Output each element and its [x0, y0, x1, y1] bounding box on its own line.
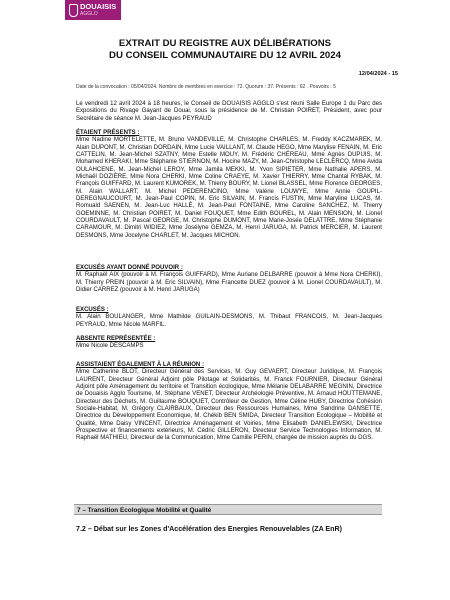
logo-sub: AGGLO	[80, 11, 98, 17]
logo-mark-icon	[69, 4, 78, 17]
present-list: Mme Nadine MORTELETTE, M. Bruno VANDEVILLE, M. Christophe CHARLES, M. Freddy KACZMAREK, M. Alain DUPONT, M. Christian DORDAIN, Mme Lucie VAILLANT, M. Claude HEGO, Mme Marylise FENAIN, M. Eric CATTELIN, M. Jean-Michel SZATNY, Mme Estelle MOUY, M. Frédéric CHÉREAU, Mme Agnès DUPUIS, M. Mohamed KHERAKI, Mme Stéphanie STIERNON, M. Hocine MAZY, M. Jean-Christophe LECLERCQ, Mme Avida OULAHCENE, M. Jean-Michel LEROY, Mme Jamila MEKKI, M. Yvon SIPIETER, Mme Nathalie APERS, M. Michaël DOZIÈRE, Mme Nora CHERKI, Mme Coline CRAEYE, M. Xavier THIERRY, Mme Chantal RYBAK, M. François GUIFFARD, M. Laurent KUMOREK, M. Thierry BOURY, M. Lionel BLASSEL, Mme Florence GEORGES, M. Alain WALLART, M. Michel PEDERENCINO, Mme Valérie LOUWYE, Mme Annie GOUPIL-DEREGNAUCOURT, M. Jean-Paul COPIN, M. Eric SILVAIN, M. Francis FUSTIN, Mme Maryline LUCAS, M. Romuald SAENEN, M. Jean-Luc HALLÉ, M. Jean-Paul FONTAINE, Mme Caroline SANCHEZ, M. Thierry GOEMINNE, M. Christian POIRET, M. Daniel FOUQUET, Mme Edith BOUREL, M. Alain MENSION, M. Lionel COURDAVAULT, M. Pascal GEORGE, M. Christophe DUMONT, Mme Marie-Josée DELATTRE, Mme Stéphanie CARAMOUR, M. Dimitri WIDIEZ, Mme Josélyne GEMZA, M. Henri JARUGA, M. Patrick MERCIER, M. Laurent DESMONS, Mme Jocelyne CHARLET, M. Jacques MICHON.	[76, 137, 382, 239]
deliberation-reference: 12/04/2024 - 15	[358, 71, 398, 77]
proxy-section	[76, 265, 382, 294]
assist-section	[76, 362, 382, 443]
absent-list: Mme Nicole DESCAMPS	[76, 343, 144, 350]
assist-list: Mme Catherine BLOT, Directeur Général des Services, M. Guy GEVAERT, Directeur Juridique, M. François LAURENT, Directeur Général Adjoint pôle Pilotage et Solidarités, M. Franck FOURNIER, Directeur Général Adjoint pôle Aménagement du territoire et Transition écologique, Mme Mélanie DELABARRE MEGNIN, Directrice de Douaisis Agglo Tourisme, M. Stéphane VENET, Directeur Archéologie Préventive, M. Arnaud HOUTTEMANE, Directeur des Déchets, M. Guillaume BOUQUET, Contrôleur de Gestion, Mme Céline HUBY, Directrice Cohésion Sociale-Habitat, M. Grégory CLAIRBAUX, Directeur des Ressources Humaines, Mme Sandrine DANSETTE, Directrice du Développement Economique, M. Chékib BEN SMIDA, Directeur Transition Ecologique – Mobilité et Qualité, Mme Daisy VINCENT, Directrice Aménagement et Voiries, Mme Elisabeth DANIELEWSKI, Directrice Prospective et financements extérieurs, M. Cédric GILLERON, Directeur Service Technologies Information, M. Raphaël MATHIEU, Directeur de la Communication, Mme Camille PERIN, chargée de mission auprès du DGS.	[76, 369, 382, 442]
assist-heading: ASSISTAIENT ÉGALEMENT À LA RÉUNION :	[76, 362, 204, 368]
absent-section	[76, 336, 382, 351]
absent-heading: ABSENTE REPRÉSENTÉE :	[76, 336, 156, 342]
title-line-1: EXTRAIT DU REGISTRE AUX DÉLIBÉRATIONS	[118, 38, 332, 49]
subsection-title: 7.2 – Débat sur les Zones d'Accélération des Energies Renouvelables (ZA EnR)	[76, 525, 342, 533]
convocation-meta: Date de la convocation : 05/04/2024. Nombre de membres en exercice : 72. Quorum : 37. Présents : 62 . Pouvoirs : 5	[76, 84, 336, 90]
proxy-heading: EXCUSÉS AYANT DONNÉ POUVOIR :	[76, 265, 183, 271]
excused-list: M. Alain BOULANGER, Mme Mathilde GUILAIN-DESMONS, M. Thibaut FRANCOIS, M. Jean-Jacques PEYRAUD, Mme Nicole MARFIL.	[76, 314, 382, 328]
logo-name: DOUAISIS	[80, 2, 117, 11]
excused-section	[76, 307, 382, 329]
douaisis-agglo-logo	[65, 0, 121, 20]
present-section	[76, 130, 382, 240]
section-bar: 7 – Transition Ecologique Mobilité et Qualité	[74, 504, 382, 515]
intro-paragraph: Le vendredi 12 avril 2024 à 18 heures, le Conseil de DOUAISIS AGGLO s'est réuni Salle Europe 1 du Parc des Expositions du Rivage Gayant de Douai, sous la présidence de M. Christian POIRET, Président, avec pour Secrétaire de séance M. Jean-Jacques PEYRAUD	[76, 101, 382, 122]
excused-heading: EXCUSÉS :	[76, 307, 109, 313]
proxy-list: M. Raphaël AIX (pouvoir à M. François GUIFFARD), Mme Auriane DELBARRE (pouvoir à Mme Nora CHERKI), M. Thierry PREIN (pouvoir à M. Eric SILVAIN), Mme Francette DUEZ (pouvoir à M. Lionel COURDAVAULT), M. Didier CARREZ (pouvoir à M. Henri JARUGA)	[76, 272, 382, 294]
title-line-2: DU CONSEIL COMMUNAUTAIRE DU 12 AVRIL 2024	[109, 50, 341, 61]
document-title	[60, 38, 390, 62]
present-heading: ÉTAIENT PRÉSENTS :	[76, 130, 140, 136]
